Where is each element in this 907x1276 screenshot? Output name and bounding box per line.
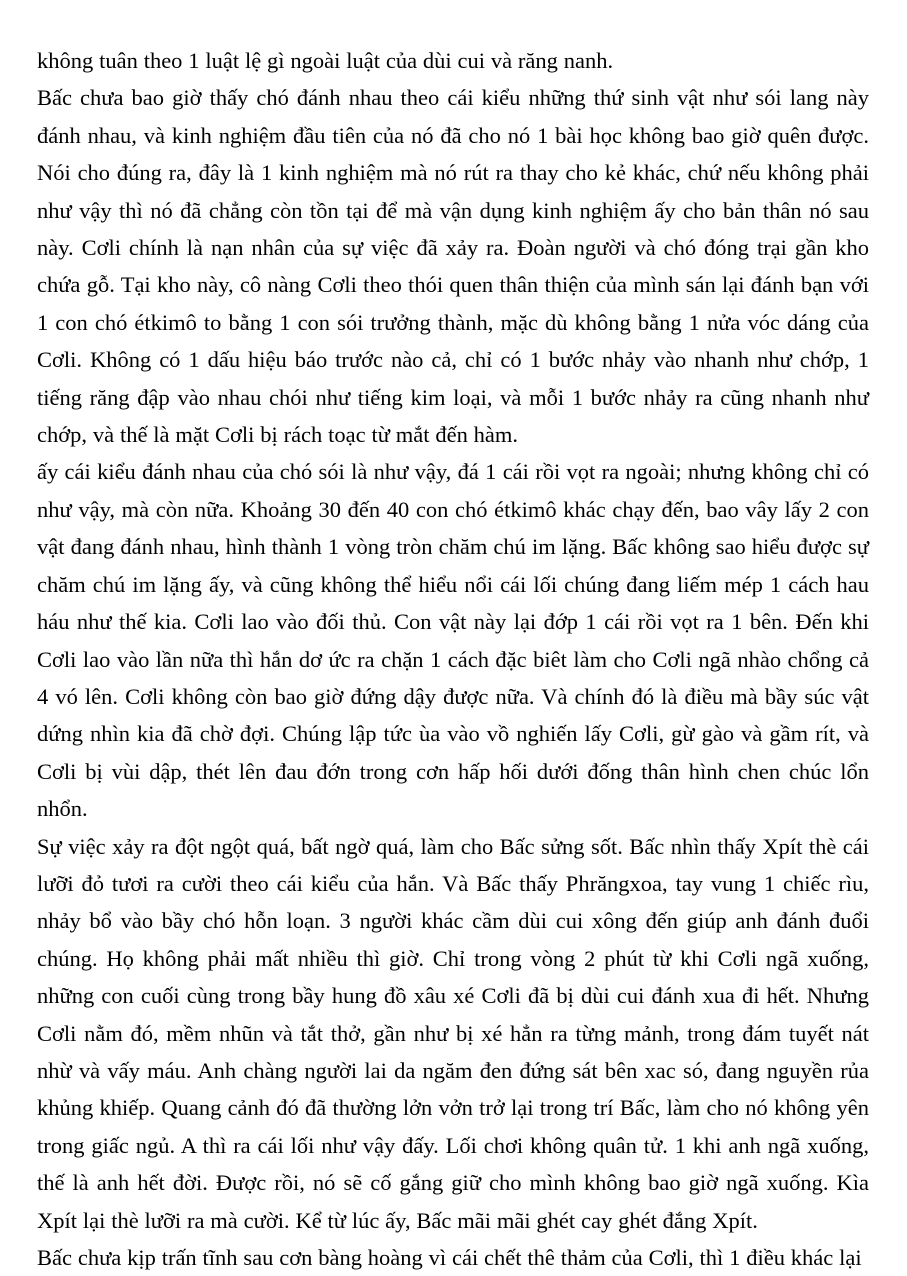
paragraph: Bấc chưa bao giờ thấy chó đánh nhau theo cái kiểu những thứ sinh vật như sói lang này đánh nhau, và kinh nghiệm đầu tiên của nó đã cho nó 1 bài học không bao giờ quên được. Nói cho đúng ra, đây là 1 kinh nghiệm mà nó rút ra thay cho kẻ khác, chứ nếu không phải như vậy thì nó đã chẳng còn tồn tại để mà vận dụng kinh nghiệm ấy cho bản thân nó sau này. Cơli chính là nạn nhân của sự việc đã xảy ra. Đoàn người và chó đóng trại gần kho chứa gỗ. Tại kho này, cô nàng Cơli theo thói quen thân thiện của mình sán lại đánh bạn với 1 con chó étkimô to bằng 1 con sói trưởng thành, mặc dù không bằng 1 nửa vóc dáng của Cơli. Không có 1 dấu hiệu báo trước nào cả, chỉ có 1 bước nhảy vào nhanh như chớp, 1 tiếng răng đập vào nhau chói như tiếng kim loại, và mỗi 1 bước nhảy ra cũng nhanh như chớp, và thế là mặt Cơli bị rách toạc từ mắt đến hàm. [37,85,869,448]
paragraph: ấy cái kiểu đánh nhau của chó sói là như vậy, đá 1 cái rồi vọt ra ngoài; nhưng không chỉ có như vậy, mà còn nữa. Khoảng 30 đến 40 con chó étkimô khác chạy đến, bao vây lấy 2 con vật đang đánh nhau, hình thành 1 vòng tròn chăm chú im lặng. Bấc không sao hiểu được sự chăm chú im lặng ấy, và cũng không thể hiểu nổi cái lối chúng đang liếm mép 1 cách hau háu như thế kia. Cơli lao vào đối thủ. Con vật này lại đớp 1 cái rồi vọt ra 1 bên. Đến khi Cơli lao vào lần nữa thì hắn dơ ức ra chặn 1 cách đặc biêt làm cho Cơli ngã nhào chổng cả 4 vó lên. Cơli không còn bao giờ đứng dậy được nữa. Và chính đó là điều mà bầy súc vật dứng nhìn kia đã chờ đợi. Chúng lập tức ùa vào vồ nghiến lấy Cơli, gừ gào và gầm rít, và Cơli bị vùi dập, thét lên đau đớn trong cơn hấp hối dưới đống thân hình chen chúc lổn nhổn. [37,459,869,822]
paragraph: Sự việc xảy ra đột ngột quá, bất ngờ quá, làm cho Bấc sửng sốt. Bấc nhìn thấy Xpít thè cái lưỡi đỏ tươi ra cười theo cái kiểu của hắn. Và Bấc thấy Phrăngxoa, tay vung 1 chiếc rìu, nhảy bổ vào bầy chó hỗn loạn. 3 người khác cầm dùi cui xông đến giúp anh đánh đuổi chúng. Họ không phải mất nhiều thì giờ. Chỉ trong vòng 2 phút từ khi Cơli ngã xuống, những con cuối cùng trong bầy hung đồ xâu xé Cơli đã bị dùi cui đánh xua đi hết. Nhưng Cơli nằm đó, mềm nhũn và tắt thở, gần như bị xé hẳn ra từng mảnh, trong đám tuyết nát nhừ và vấy máu. Anh chàng người lai da ngăm đen đứng sát bên xac só, đang nguyền rủa khủng khiếp. Quang cảnh đó đã thường lởn vởn trở lại trong trí Bấc, làm cho nó không yên trong giấc ngủ. A thì ra cái lối như vậy đấy. Lối chơi không quân tử. 1 khi anh ngã xuống, thế là anh hết đời. Được rồi, nó sẽ cố gắng giữ cho mình không bao giờ ngã xuống. Kìa Xpít lại thè lưỡi ra mà cười. Kể từ lúc ấy, Bấc mãi mãi ghét cay ghét đắng Xpít. [37,833,869,1233]
paragraph: không tuân theo 1 luật lệ gì ngoài luật của dùi cui và răng nanh. [37,48,614,73]
paragraph: Bấc chưa kịp trấn tĩnh sau cơn bàng hoàng vì cái chết thê thảm của Cơli, thì 1 điều khác lại [37,1245,862,1270]
